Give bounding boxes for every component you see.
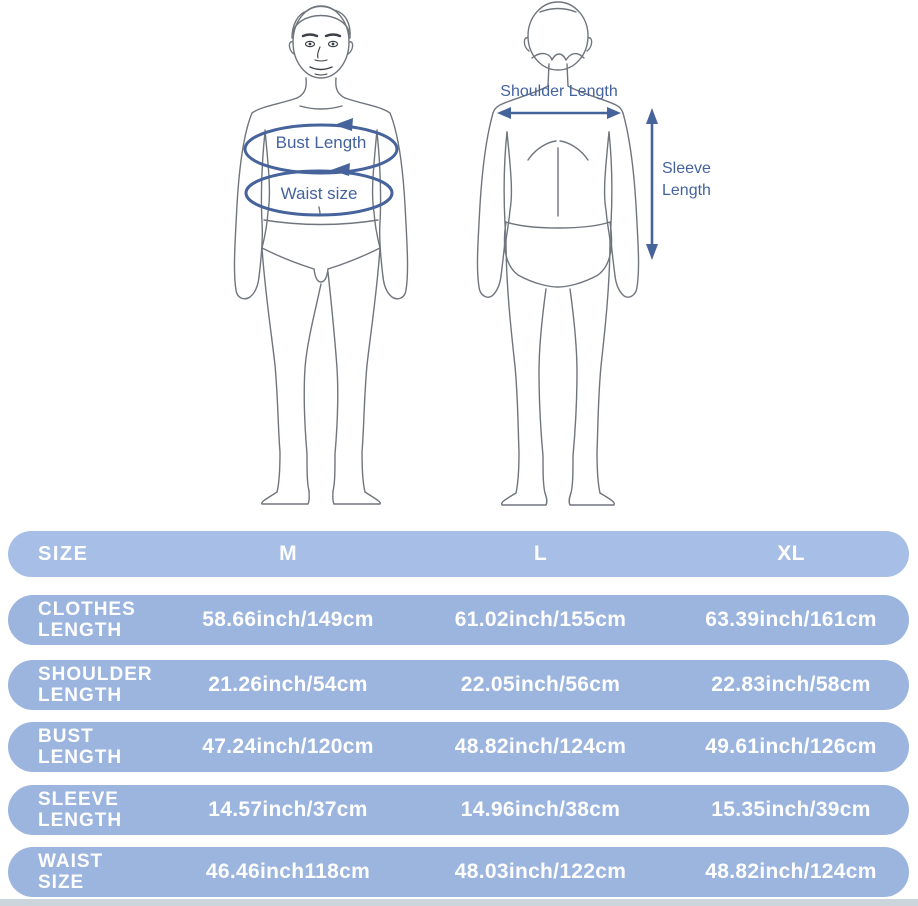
table-row-sleeve-length (8, 785, 909, 835)
row-label-line1: SHOULDER (38, 664, 153, 685)
row-label-line2: LENGTH (38, 747, 123, 768)
row-label-line2: SIZE (38, 872, 85, 893)
column-header-l: L (533, 542, 548, 565)
sleeve-length-label (662, 158, 711, 202)
table-row-bust-length (8, 722, 909, 772)
size-value-xl: 49.61inch/126cm (705, 735, 877, 758)
row-label (8, 599, 168, 641)
size-header-label: SIZE (38, 542, 89, 565)
sleeve-label-line1: Sleeve (662, 160, 711, 177)
sleeve-length-arrow (646, 108, 658, 260)
row-label-line2: LENGTH (38, 810, 123, 831)
size-table-header-row (8, 531, 909, 577)
size-value-m: 47.24inch/120cm (202, 735, 374, 758)
table-row-shoulder-length (8, 660, 909, 710)
row-label-line2: LENGTH (38, 685, 123, 706)
row-label-line1: CLOTHES (38, 599, 136, 620)
size-value-l: 22.05inch/56cm (460, 673, 621, 696)
row-label (8, 664, 168, 706)
size-value-l: 48.03inch/122cm (454, 860, 627, 883)
shoulder-length-label: Shoulder Length (500, 83, 618, 100)
size-value-xl: 63.39inch/161cm (705, 608, 877, 631)
size-value-xl: 48.82inch/124cm (705, 860, 877, 883)
row-label (8, 789, 168, 831)
row-label (8, 851, 168, 893)
row-label-line2: LENGTH (38, 620, 123, 641)
table-row-clothes-length (8, 595, 909, 645)
column-header-m: M (279, 542, 297, 565)
size-value-m: 21.26inch/54cm (208, 673, 368, 696)
bottom-strip (0, 899, 918, 906)
sleeve-label-line2: Length (662, 182, 711, 199)
shoulder-length-arrow (497, 107, 621, 119)
size-value-xl: 22.83inch/58cm (711, 673, 871, 696)
front-body-figure (234, 6, 407, 504)
size-value-m: 58.66inch/149cm (202, 608, 374, 631)
column-header-xl: XL (777, 542, 805, 565)
size-value-m: 46.46inch118cm (205, 860, 371, 883)
size-value-l: 61.02inch/155cm (454, 608, 627, 631)
row-label-line1: SLEEVE (38, 789, 119, 810)
bust-length-label: Bust Length (275, 133, 367, 152)
size-value-l: 14.96inch/38cm (460, 798, 621, 821)
back-body-figure (477, 2, 638, 505)
row-label-line1: BUST (38, 726, 94, 747)
size-value-xl: 15.35inch/39cm (711, 798, 871, 821)
table-row-waist-size (8, 847, 909, 897)
waist-size-label: Waist size (280, 184, 358, 203)
row-label-line1: WAIST (38, 851, 104, 872)
row-label (8, 726, 168, 768)
size-value-m: 14.57inch/37cm (208, 798, 368, 821)
size-value-l: 48.82inch/124cm (454, 735, 627, 758)
